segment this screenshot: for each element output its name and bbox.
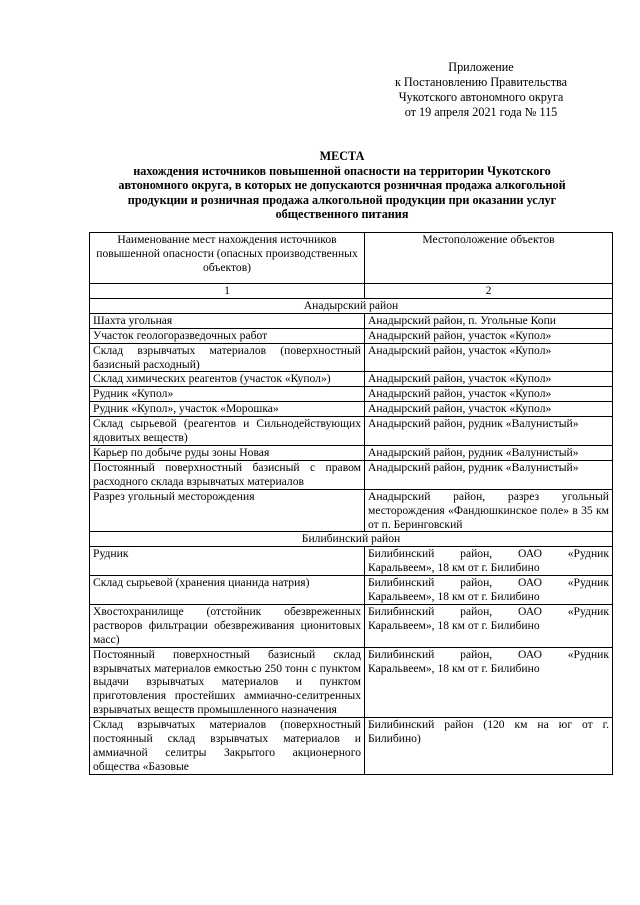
object-location: Анадырский район, п. Угольные Копи: [365, 313, 613, 328]
appendix-line: к Постановлению Правительства: [394, 75, 568, 89]
table-row: [90, 604, 613, 647]
appendix-line: от 19 апреля 2021 года № 115: [404, 105, 558, 119]
object-name: Рудник «Купол»: [90, 387, 365, 402]
object-name: Разрез угольный месторождения: [90, 489, 365, 532]
object-location: Билибинский район, ОАО «Рудник Каральвеем», 18 км от г. Билибино: [365, 576, 613, 605]
region-row: [90, 298, 613, 313]
object-name: Шахта угольная: [90, 313, 365, 328]
objects-table: [89, 232, 613, 775]
region-name: Анадырский район: [90, 298, 613, 313]
title-main: МЕСТА: [319, 149, 365, 163]
object-name: Склад сырьевой (реагентов и Сильнодействующих ядовитых веществ): [90, 417, 365, 446]
object-name: Постоянный поверхностный базисный склад взрывчатых материалов емкостью 250 тонн с пунктом выдачи взрывчатых материалов и пунктом приготовления простейших аммиачно-селитренных взрывчатых веществ промышленного назначения: [90, 647, 365, 718]
table-row: [90, 328, 613, 343]
object-name: Склад сырьевой (хранения цианида натрия): [90, 576, 365, 605]
object-location: Билибинский район, ОАО «Рудник Каральвеем», 18 км от г. Билибино: [365, 547, 613, 576]
header-name: Наименование мест нахождения источников повышенной опасности (опасных производственных объектов): [90, 233, 365, 284]
object-location: Анадырский район, участок «Купол»: [365, 343, 613, 372]
title-line: продукции и розничная продажа алкогольной продукции при оказании услуг: [127, 192, 557, 207]
object-name: Склад взрывчатых материалов (поверхностный постоянный склад взрывчатых материалов и аммиачной селитры Закрытого акционерного общества «Базовые: [90, 718, 365, 775]
table-row: [90, 647, 613, 718]
object-location: Анадырский район, разрез угольный месторождения «Фандюшкинское поле» в 35 км от п. Беринговский: [365, 489, 613, 532]
table-row: [90, 417, 613, 446]
object-name: Участок геологоразведочных работ: [90, 328, 365, 343]
object-location: Анадырский район, рудник «Валунистый»: [365, 445, 613, 460]
table-row: [90, 718, 613, 775]
object-location: Анадырский район, участок «Купол»: [365, 372, 613, 387]
table-row: [90, 460, 613, 489]
object-name: Постоянный поверхностный базисный с правом расходного склада взрывчатых материалов: [90, 460, 365, 489]
object-location: Анадырский район, рудник «Валунистый»: [365, 417, 613, 446]
object-name: Рудник: [90, 547, 365, 576]
title-line: нахождения источников повышенной опасности на территории Чукотского: [133, 163, 551, 178]
column-numbers-row: [90, 284, 613, 299]
object-name: Склад химических реагентов (участок «Купол»): [90, 372, 365, 387]
table-row: [90, 547, 613, 576]
appendix-line: Приложение: [448, 60, 514, 74]
table-row: [90, 372, 613, 387]
title-line: общественного питания: [275, 207, 409, 222]
appendix-block: [370, 60, 592, 120]
object-location: Билибинский район, ОАО «Рудник Каральвеем», 18 км от г. Билибино: [365, 604, 613, 647]
table-header-row: [90, 233, 613, 284]
table-row: [90, 576, 613, 605]
table-row: [90, 402, 613, 417]
table-row: [90, 343, 613, 372]
object-location: Билибинский район (120 км на юг от г. Билибино): [365, 718, 613, 775]
column-number: 2: [365, 284, 613, 299]
object-name: Склад взрывчатых материалов (поверхностный базисный расходный): [90, 343, 365, 372]
appendix-line: Чукотского автономного округа: [398, 90, 564, 104]
object-name: Рудник «Купол», участок «Морошка»: [90, 402, 365, 417]
object-location: Анадырский район, рудник «Валунистый»: [365, 460, 613, 489]
table-row: [90, 489, 613, 532]
table-row: [90, 387, 613, 402]
object-name: Хвостохранилище (отстойник обезвреженных растворов фильтрации обезвреживания ционитовых масс): [90, 604, 365, 647]
table-row: [90, 313, 613, 328]
header-location: Местоположение объектов: [365, 233, 613, 284]
table-row: [90, 445, 613, 460]
object-name: Карьер по добыче руды зоны Новая: [90, 445, 365, 460]
object-location: Анадырский район, участок «Купол»: [365, 387, 613, 402]
region-row: [90, 532, 613, 547]
object-location: Анадырский район, участок «Купол»: [365, 402, 613, 417]
document-title: [100, 149, 584, 222]
object-location: Билибинский район, ОАО «Рудник Каральвеем», 18 км от г. Билибино: [365, 647, 613, 718]
region-name: Билибинский район: [90, 532, 613, 547]
title-line: автономного округа, в которых не допускаются розничная продажа алкогольной: [118, 178, 566, 193]
object-location: Анадырский район, участок «Купол»: [365, 328, 613, 343]
column-number: 1: [90, 284, 365, 299]
